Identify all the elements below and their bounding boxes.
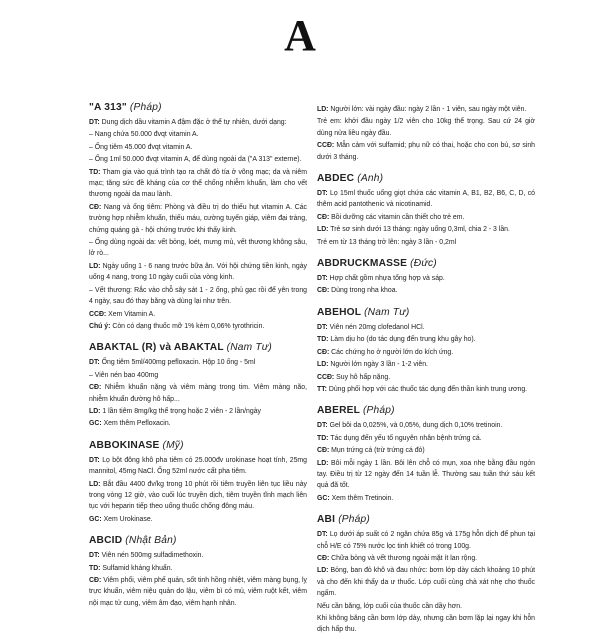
paragraph-text: Người lớn ngày 3 lần - 1-2 viên. — [330, 361, 428, 369]
entry-paragraph — [89, 479, 307, 513]
entry-paragraph — [317, 334, 535, 345]
paragraph-label: CCĐ: — [89, 310, 107, 318]
entry-paragraph — [89, 406, 307, 417]
paragraph-label: Chú ý: — [89, 322, 111, 330]
paragraph-text: Xem thêm Pefloxacin. — [103, 420, 171, 428]
entry-paragraph — [317, 237, 535, 248]
entry-paragraph — [89, 261, 307, 284]
paragraph-text: Ống tiêm 5ml/400mg pefloxacin. Hộp 10 ống - 5ml — [101, 359, 256, 367]
paragraph-label: DT: — [317, 422, 328, 430]
entry-title: ABCID — [89, 535, 123, 547]
entry-origin: (Pháp) — [362, 405, 395, 417]
entry-paragraph — [317, 285, 535, 296]
entry-paragraph — [89, 455, 307, 478]
dictionary-entry — [89, 533, 307, 609]
entry-paragraph — [89, 154, 307, 165]
entry-paragraph — [89, 370, 307, 381]
entry-paragraph — [317, 458, 535, 492]
paragraph-text: Các chứng ho ở người lớn do kích ứng. — [331, 348, 454, 356]
entry-paragraph — [89, 285, 307, 308]
entry-paragraph — [317, 433, 535, 444]
paragraph-label: CĐ: — [317, 447, 330, 455]
paragraph-label: LD: — [89, 480, 101, 488]
entry-title: ABI — [317, 514, 336, 526]
left-column — [89, 100, 307, 617]
entry-paragraph — [317, 104, 535, 115]
entry-paragraph — [317, 384, 535, 395]
dictionary-entry — [317, 305, 535, 395]
paragraph-text: Hợp chất gồm nhựa tổng hợp và sáp. — [329, 275, 445, 283]
paragraph-text: – Nang chứa 50.000 đvqt vitamin A. — [89, 131, 199, 139]
paragraph-text: Ngày uống 1 - 6 nang trước bữa ăn. Với hội chứng tiền kinh, ngày uống 4 nang, trong 10 ngày cuối của vòng kinh. — [89, 262, 307, 282]
entry-paragraph — [317, 359, 535, 370]
paragraph-label: TD: — [317, 336, 329, 344]
paragraph-text: Nhiễm khuẩn nặng và viêm màng trong tim. Viêm màng não, nhiễm khuẩn đường hô hấp... — [89, 384, 307, 403]
paragraph-text: Gel bôi da 0,025%, và 0,05%, dung dịch 0,10% tretinoin. — [329, 422, 503, 430]
paragraph-label: CĐ: — [317, 213, 330, 221]
paragraph-text: Lọ 15ml thuốc uống giọt chứa các vitamin A, B1, B2, B6, C, D, có thêm acid pantothenic và nicotinamid. — [317, 190, 535, 209]
entry-heading — [317, 305, 535, 320]
paragraph-label: DT: — [317, 323, 328, 331]
paragraph-text: Suy hô hấp nặng. — [336, 373, 391, 381]
paragraph-label: CĐ: — [317, 348, 330, 356]
paragraph-label: LD: — [317, 459, 329, 467]
paragraph-label: GC: — [89, 515, 102, 523]
entry-heading — [89, 340, 307, 355]
paragraph-text: Lọ dưới áp suất có 2 ngăn chứa 85g và 175g hỗn dịch để phun tại chỗ H/E có 75% nước lọc tinh khiết có trong 100g. — [317, 531, 535, 550]
entry-paragraph — [317, 322, 535, 333]
paragraph-text: Lọ bột đông khô pha tiêm có 25.000đv urokinase hoạt tính, 25mg mannitol, 45mg NaCl. Ống 52ml nước cất pha tiêm. — [89, 456, 307, 476]
entry-paragraph — [89, 550, 307, 561]
paragraph-label: LD: — [89, 407, 101, 415]
entry-paragraph — [89, 382, 307, 405]
entry-title: ABEREL — [317, 405, 360, 417]
paragraph-label: CĐ: — [89, 577, 102, 584]
dictionary-entry — [89, 100, 307, 332]
entry-paragraph — [89, 237, 307, 260]
entry-paragraph — [317, 565, 535, 599]
entry-heading — [89, 438, 307, 453]
entry-paragraph — [89, 563, 307, 574]
dictionary-entry — [317, 403, 535, 504]
entry-title: ABEHOL — [317, 306, 362, 318]
paragraph-label: LD: — [89, 262, 101, 270]
dictionary-entry — [317, 104, 535, 163]
entry-paragraph — [89, 202, 307, 236]
paragraph-label: DT: — [317, 275, 328, 283]
entry-origin: (Đức) — [410, 258, 437, 270]
entry-paragraph — [89, 117, 307, 128]
paragraph-text: Làm dịu ho (do tác dụng đến trung khu gây ho). — [330, 336, 476, 344]
paragraph-text: Bôi mỗi ngày 1 lần. Bôi lên chỗ có mụn, xoa nhẹ bằng đầu ngón tay. Điều trị từ 12 ngày đến 14 tuần lễ. Thường sau tuần thứ sáu kết quả đã tốt. — [317, 459, 535, 490]
paragraph-text: – Viên nén bao 400mg — [89, 371, 159, 379]
dictionary-entry — [317, 256, 535, 297]
entry-paragraph — [89, 167, 307, 201]
paragraph-label: GC: — [89, 420, 102, 428]
page-letter-heading: A — [284, 11, 316, 60]
entry-paragraph — [317, 188, 535, 211]
entry-paragraph — [89, 575, 307, 609]
entry-paragraph — [317, 529, 535, 552]
paragraph-label: DT: — [89, 456, 100, 464]
paragraph-text: Dùng trong nha khoa. — [331, 287, 398, 295]
entry-title: ABAKTAL (R) và ABAKTAL — [89, 342, 224, 354]
entry-paragraph — [89, 309, 307, 320]
paragraph-text: Trẻ em: khởi đầu ngày 1/2 viên cho 10kg thể trọng. Sau cứ 24 giờ dùng nửa liều ngày đầu. — [317, 118, 535, 137]
paragraph-label: CCĐ: — [317, 373, 335, 381]
paragraph-label: DT: — [89, 359, 100, 367]
paragraph-text: Chữa bỏng và vết thương ngoài mặt ít lan rộng. — [331, 554, 478, 562]
entry-title: ABDRUCKMASSE — [317, 258, 408, 270]
entry-paragraph — [89, 514, 307, 525]
paragraph-text: Bỏng, ban đỏ khô và đau nhức: bơm lớp dày cách khoảng 10 phút và cho đến khi thấy da ư thuốc. Lớp cuối cùng chà xát nhẹ cho thuốc ngấm. — [317, 567, 535, 598]
paragraph-text: Bắt đầu 4400 đv/kg trong 10 phút rồi tiêm truyền liên tục liều này trong vòng 12 giờ, vào cuối lúc truyền dịch, tiêm truyền tĩnh mạch liên tục với heparin tiếp theo uống thuốc chống đông máu. — [89, 480, 307, 511]
paragraph-text: Sulfamid kháng khuẩn. — [102, 564, 173, 572]
paragraph-text: Xem Urokinase. — [103, 515, 153, 523]
entry-paragraph — [89, 357, 307, 368]
dictionary-entry — [89, 340, 307, 429]
entry-paragraph — [317, 224, 535, 235]
entry-paragraph — [317, 493, 535, 504]
paragraph-label: CĐ: — [317, 287, 330, 295]
paragraph-text: Viên nén 500mg sulfadimethoxin. — [101, 552, 204, 560]
paragraph-text: Xem Vitamin A. — [108, 310, 156, 318]
paragraph-text: – Ống dùng ngoài da: vết bỏng, loét, mưng mủ, vết thương không sâu, lở rò... — [89, 239, 307, 258]
paragraph-text: Xem thêm Tretinoin. — [331, 494, 394, 502]
paragraph-label: TT: — [317, 385, 327, 393]
entry-heading — [317, 512, 535, 527]
entry-paragraph — [317, 212, 535, 223]
entry-origin: (Mỹ) — [162, 439, 184, 451]
entry-paragraph — [89, 418, 307, 429]
entry-paragraph — [89, 142, 307, 153]
entry-origin: (Anh) — [357, 173, 384, 185]
paragraph-label: LD: — [317, 567, 329, 575]
entry-paragraph — [317, 613, 535, 636]
paragraph-text: Nang và ống tiêm: Phòng và điều trị do thiếu hụt vitamin A. Các trường hợp nhiễm khuẩn, thiếu máu, cường tuyến giáp, viêm đại tràng, chứng quáng gà - hội chứng trước khi thấy kinh. — [89, 203, 308, 234]
entry-origin: (Nam Tư) — [226, 342, 273, 354]
paragraph-label: CĐ: — [317, 554, 330, 562]
paragraph-label: DT: — [89, 552, 100, 560]
entry-heading — [317, 403, 535, 418]
paragraph-text: Tác dụng đến yếu tố nguyên nhân bệnh trứng cá. — [330, 434, 482, 442]
paragraph-label: LD: — [317, 361, 329, 369]
paragraph-label: LD: — [317, 226, 329, 234]
entry-paragraph — [317, 420, 535, 431]
paragraph-text: Trẻ em từ 13 tháng trở lên: ngày 3 lần - 0,2ml — [317, 238, 457, 246]
entry-paragraph — [317, 140, 535, 163]
entry-origin: (Nam Tư) — [364, 306, 410, 318]
paragraph-text: Viên nén 20mg clofedanol HCl. — [329, 323, 425, 331]
entry-title: ABDEC — [317, 173, 355, 185]
entry-heading — [89, 100, 307, 115]
paragraph-text: Tham gia vào quá trình tạo ra chất đỏ tía ở võng mạc; da và niêm mạc; tăng sức đề kháng của cơ thể chống nhiễm khuẩn, làm cho vết thương ngoài da mau lành. — [89, 168, 307, 199]
paragraph-text: – Ống 1ml 50.000 đvqt vitamin A, để dùng ngoài da ("A 313" externe). — [89, 156, 302, 164]
paragraph-text: Dung dịch dầu vitamin A đậm đặc ở thể tự nhiên, dưới dạng: — [101, 119, 287, 126]
entry-paragraph — [317, 553, 535, 564]
paragraph-text: Khi không băng cần bơm lớp dày, nhưng cần bơm lặp lại ngay khi hỗn dịch hấp thu. — [317, 615, 535, 634]
entry-title: ABBOKINASE — [89, 439, 160, 451]
paragraph-label: CĐ: — [89, 203, 102, 211]
entry-paragraph — [317, 116, 535, 139]
paragraph-text: – Vết thương: Rắc vào chỗ sây sát 1 - 2 ống, phủ gạc rồi để yên trong 4 ngày, sau đó thay băng và dùng lại như trên. — [89, 286, 307, 306]
dictionary-entry — [317, 512, 535, 636]
paragraph-text: Nếu cần băng, lớp cuối của thuốc cần dầy hơn. — [317, 602, 463, 610]
paragraph-label: DT: — [89, 119, 100, 126]
entry-origin: (Nhật Bản) — [125, 535, 177, 547]
paragraph-label: TD: — [89, 168, 101, 176]
right-column — [317, 104, 535, 644]
entry-title: "A 313" — [89, 102, 127, 113]
paragraph-text: Bồi dưỡng các vitamin cần thiết cho trẻ em. — [331, 213, 465, 221]
entry-heading — [317, 256, 535, 271]
paragraph-label: TD: — [89, 564, 101, 572]
paragraph-text: Mẫn cảm với sulfamid; phụ nữ có thai, hoặc cho con bú, sơ sinh dưới 3 tháng. — [317, 142, 535, 161]
entry-paragraph — [317, 601, 535, 612]
entry-paragraph — [89, 321, 307, 332]
entry-origin: (Pháp) — [338, 514, 370, 526]
paragraph-label: TD: — [317, 434, 329, 442]
entry-heading — [317, 171, 535, 186]
paragraph-text: Người lớn: vài ngày đầu: ngày 2 lần - 1 viên, sau ngày một viên. — [330, 106, 527, 113]
paragraph-label: DT: — [317, 190, 328, 198]
dictionary-entry — [317, 171, 535, 248]
paragraph-text: Dùng phối hợp với các thuốc tác dụng đến thần kinh trung ương. — [328, 385, 528, 393]
paragraph-text: 1 lần tiêm 8mg/kg thể trọng hoặc 2 viên - 2 lần/ngày — [102, 407, 261, 415]
entry-paragraph — [317, 445, 535, 456]
entry-heading — [89, 533, 307, 548]
paragraph-label: GC: — [317, 494, 330, 502]
paragraph-label: CCĐ: — [317, 142, 335, 150]
entry-origin: (Pháp) — [129, 102, 162, 113]
paragraph-label: CĐ: — [89, 384, 102, 392]
paragraph-text: Mụn trứng cá (trừ trứng cá đỏ) — [331, 447, 425, 455]
entry-paragraph — [317, 273, 535, 284]
paragraph-text: Còn có dạng thuốc mỡ 1% kèm 0,06% tyrothricin. — [112, 322, 265, 330]
paragraph-label: DT: — [317, 531, 328, 539]
entry-paragraph — [317, 347, 535, 358]
entry-paragraph — [317, 372, 535, 383]
paragraph-text: – Ống tiêm 45.000 đvqt vitamin A. — [89, 143, 193, 151]
entry-paragraph — [89, 129, 307, 140]
paragraph-text: Viêm phổi, viêm phế quản, sốt tinh hồng nhiệt, viêm màng bụng, lỵ trực khuẩn, viêm niệu quản do lậu, viêm bì có mủ, viêm ruột kết, viêm nội mạc tử cung, viêm âm đạo, viêm hạnh nhân. — [89, 577, 307, 607]
paragraph-text: Trẻ sơ sinh dưới 13 tháng: ngày uống 0,3ml, chia 2 - 3 lần. — [330, 226, 510, 234]
paragraph-label: LD: — [317, 106, 329, 113]
dictionary-entry — [89, 438, 307, 525]
